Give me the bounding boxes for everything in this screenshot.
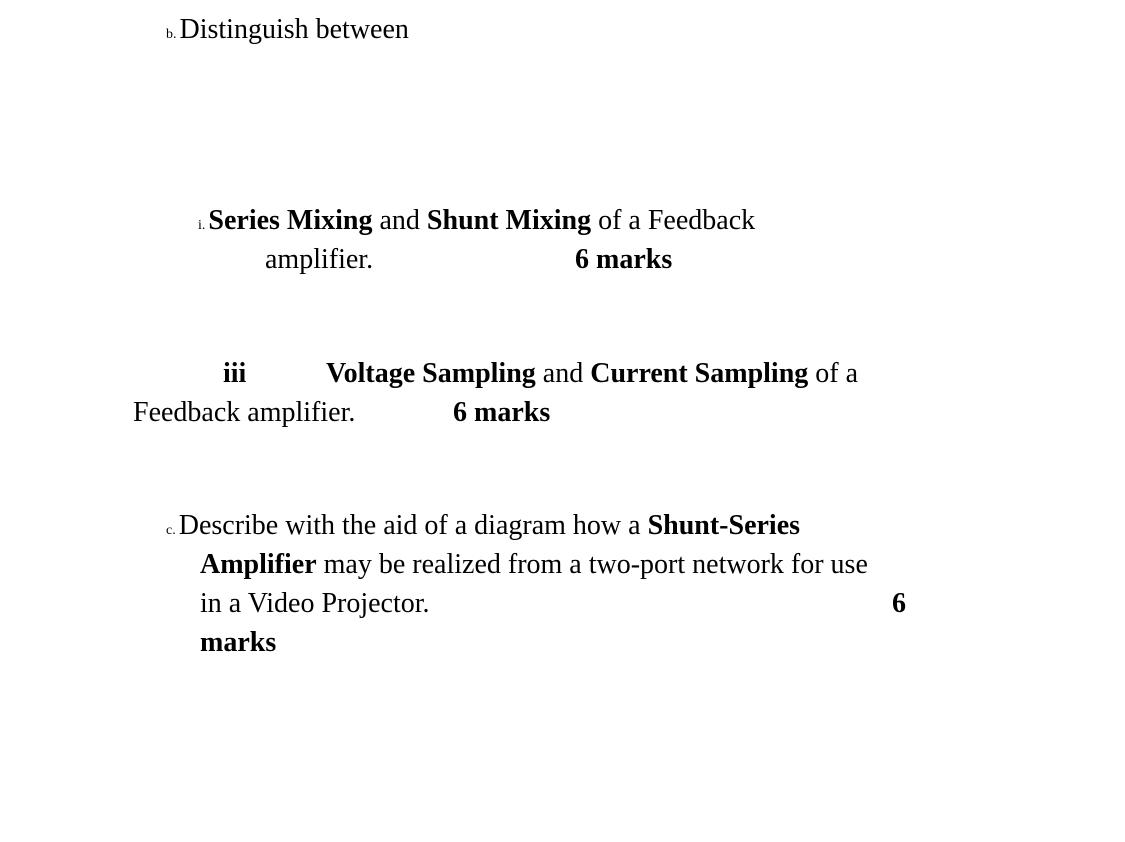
item-i-marker: i. [198, 218, 206, 233]
item-i-and: and [379, 205, 420, 236]
item-i-tail: of a Feedback [598, 205, 756, 236]
item-iii-term2: Current Sampling [590, 358, 809, 389]
item-iii-marks-text: 6 marks [453, 397, 551, 428]
item-iii-marker: iii [223, 358, 247, 389]
part-c-marks-number [892, 588, 906, 620]
item-i-term2: Shunt Mixing [426, 205, 592, 236]
part-c-line2-text: may be realized from a two-port network for use [323, 549, 868, 580]
part-c-line3-text: in a Video Projector. [200, 588, 430, 619]
part-c-term-part1: Shunt-Series [647, 510, 801, 541]
part-b-marker: b. [166, 27, 177, 42]
part-c-marks-word [200, 627, 276, 659]
part-c-line3 [200, 588, 430, 620]
item-i-line2-text: amplifier. [265, 244, 374, 275]
part-c-line1-text: Describe with the aid of a diagram how a [178, 510, 641, 541]
part-c-marker: c. [166, 523, 176, 538]
part-c-line2 [200, 549, 868, 581]
item-i-line2 [265, 244, 373, 276]
part-c-marks-number-text: 6 [892, 588, 906, 619]
part-b-text: Distinguish between [179, 14, 409, 45]
item-iii-line2 [133, 397, 355, 429]
item-iii-tail: of a [815, 358, 859, 389]
item-iii-line1 [326, 358, 858, 390]
item-iii-term1: Voltage Sampling [326, 358, 536, 389]
part-c-term-part2: Amplifier [200, 549, 317, 580]
item-i-line1 [198, 205, 755, 242]
part-c-line1 [166, 510, 800, 547]
part-b-heading [166, 14, 409, 51]
item-iii-marker-line [223, 358, 246, 390]
item-i-marks-text: 6 marks [575, 244, 673, 275]
item-iii-marks [453, 397, 550, 429]
item-iii-and: and [542, 358, 584, 389]
item-i-term1: Series Mixing [208, 205, 373, 236]
part-c-marks-word-text: marks [200, 627, 277, 658]
item-i-marks [575, 244, 672, 276]
item-iii-line2-text: Feedback amplifier. [133, 397, 356, 428]
